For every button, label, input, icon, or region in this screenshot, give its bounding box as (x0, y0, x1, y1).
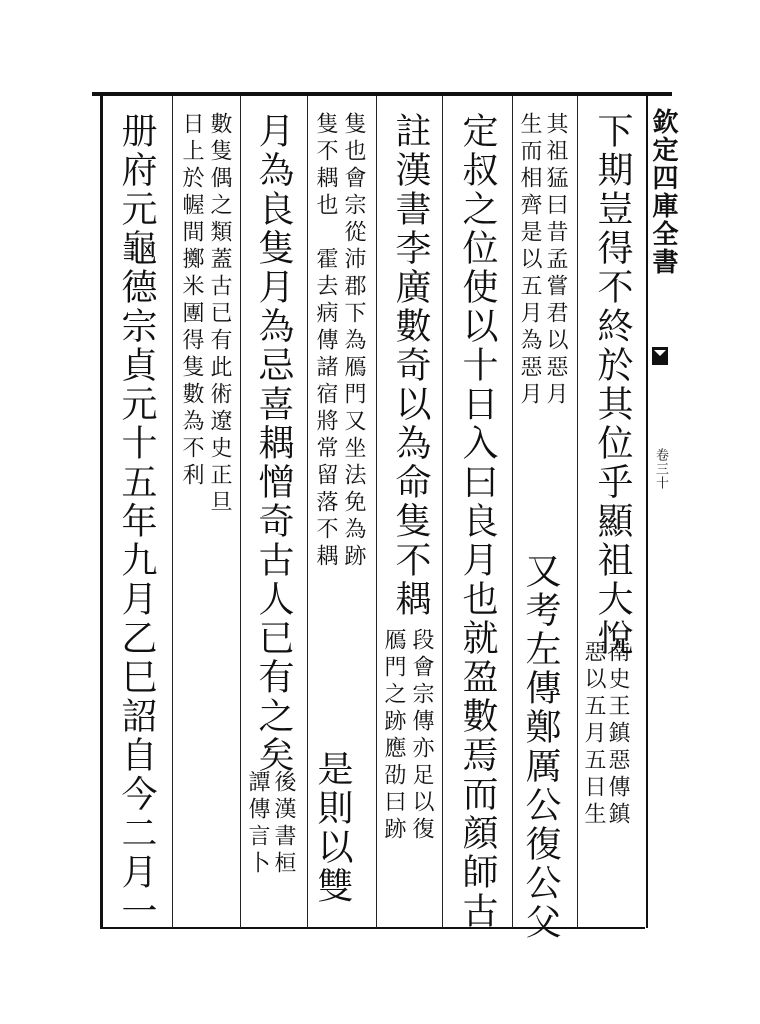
annotation-column-2a: 其祖猛曰昔孟嘗君以惡月 (543, 112, 568, 409)
annotation-column-4a: 段會宗傳亦足以復 (409, 628, 434, 844)
annotation-column-7b: 日上於幄間擲米團得隻數為不利 (179, 112, 204, 490)
column-rule (240, 96, 241, 928)
text-column-1: 下期豈得不終於其位乎顯祖大悅 (592, 112, 633, 658)
book-title: 欽定四庫全書 (648, 108, 678, 276)
column-rule (577, 96, 578, 928)
text-column-6: 月為良隻月為忌喜耦憎奇古人已有之矣 (253, 112, 294, 775)
annotation-column-5a: 隻也會宗從沛郡下為鴈門又坐法免為跡 (341, 112, 366, 571)
annotation-column-1a: 南史王鎮惡傳鎮 (605, 640, 630, 829)
column-rule (172, 96, 173, 928)
fish-tail-mark-icon (651, 345, 669, 367)
text-column-2: 又考左傳鄭厲公復公父 (520, 552, 561, 942)
annotation-column-6b: 譚傳言卜 (245, 770, 270, 878)
volume-label: 卷三十 (653, 448, 668, 490)
text-column-3: 定叔之位使以十日入曰良月也就盈數焉而顔師古 (457, 112, 498, 931)
annotation-column-1b: 惡以五月五日生 (581, 640, 606, 829)
column-rule (307, 96, 308, 928)
annotation-column-7a: 數隻偶之類蓋古已有此術遼史正旦 (207, 112, 232, 517)
annotation-column-5b: 隻不耦也 霍去病傳諸宿將常留落不耦 (313, 112, 338, 571)
annotation-column-2b: 生而相齊是以五月為惡月 (517, 112, 542, 409)
column-rule (512, 96, 513, 928)
column-rule (442, 96, 443, 928)
column-rule (376, 96, 377, 928)
text-column-4: 註漢書李廣數奇以為命隻不耦 (390, 112, 431, 619)
annotation-column-6a: 後漢書桓 (271, 770, 296, 878)
text-column-8: 册府元龜德宗貞元十五年九月乙巳詔自今二月一 (116, 112, 157, 931)
annotation-column-4b: 鴈門之跡應劭曰跡 (381, 628, 406, 844)
text-column-5: 是則以雙 (312, 750, 353, 906)
